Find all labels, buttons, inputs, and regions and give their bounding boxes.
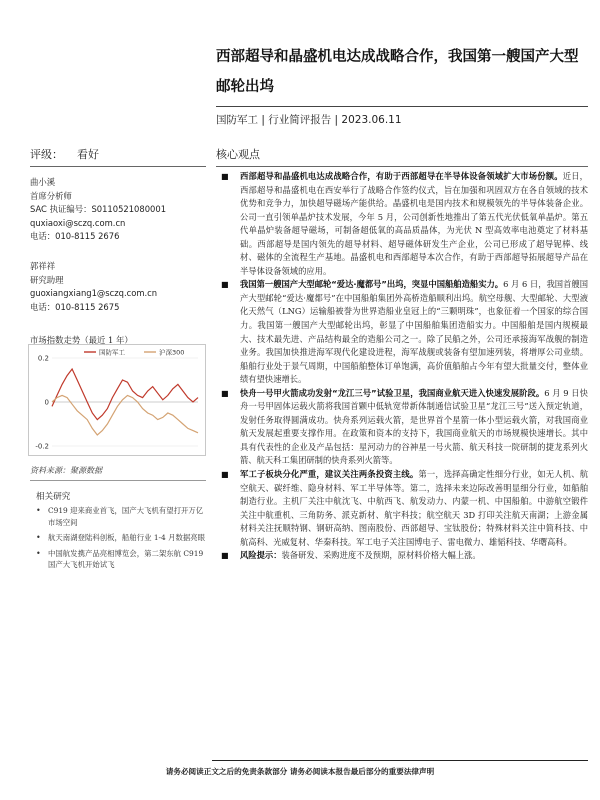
chart-y-tick-label: 0 [44, 398, 49, 407]
point-body: 6 月 9 日快舟一号甲固体运载火箭将我国首颗中低轨宽带新体制通信试验卫星“龙江三号”送入预定轨道，发射任务取得圆满成功。快舟系列运载火箭，是世界首个星箭一体小型运载火箭，对我国商业航天发展起重要支撑作用。在政策和资本的支持下，我国商业航天的市场规模快速增长。其中具有代表性的企业及产品包括：星河动力的谷神星一号火箭、航天科技一院研制的捷龙系列火箭、航天科工集团研制的快舟系列火箭等。 [240, 387, 588, 466]
rating-value: 看好 [77, 148, 99, 161]
point-lead: 风险提示： [240, 550, 282, 561]
core-view-point [216, 549, 588, 563]
related-research-link[interactable]: • 航天南湖登陆科创板，船舶行业 1-4 月数据亮眼 [36, 532, 206, 544]
analyst-role: 首席分析师 [30, 190, 72, 201]
right-divider [216, 166, 588, 167]
title-divider [216, 106, 588, 107]
assistant-card [30, 260, 206, 314]
point-lead: 军工子板块分化严重，建议关注两条投资主线。 [240, 469, 419, 480]
point-lead: 我国第一艘国产大型邮轮“爱达·魔都号”出坞，突显中国船舶造船实力。 [240, 279, 504, 290]
chart-title: 市场指数走势（最近 1 年） [30, 335, 133, 345]
chart-legend-label: 沪深300 [159, 348, 185, 357]
point-body: 装备研发、采购进度不及预期，原材料价格大幅上涨。 [281, 550, 481, 561]
core-view-point [216, 278, 588, 386]
left-divider [30, 166, 206, 167]
chart-source-divider [30, 480, 206, 481]
analyst-name: 曲小溪 [30, 177, 56, 187]
rating [30, 146, 113, 162]
core-view-point [216, 468, 588, 549]
assistant-email: guoxiangxiang1@sczq.com.cn [30, 288, 158, 298]
analyst-card [30, 176, 206, 244]
core-views-title: 核心观点 [216, 148, 260, 161]
rating-label: 评级： [30, 148, 63, 161]
market-index-chart [28, 344, 206, 456]
footer-disclaimer: 请务必阅读正文之后的免责条款部分 请务必阅读本报告最后部分的重要法律声明 [165, 767, 435, 776]
point-body: 第一，选择高确定性细分行业，如无人机、航空航天、碳纤维、隐身材料、军工半导体等。第二，选择未来边际改善明显细分行业，如船舶制造行业。主机厂关注中航沈飞、中航西飞、航发动力、内蒙一机、中国船舶。中游航空锻件关注中航重机、三角防务、派克新材、航宇科技；航空航天 3D 打印关注航天南湖；上游金属材料关注抚顺特钢、钢研高纳、图南股份、西部超导、宝钛股份；特殊材料关注中简科技、中航高科、光威复材、华秦科技。军工电子关注国博电子、雷电微力、雄韬科技、华曙高科。 [240, 469, 588, 547]
point-body: 6 月 6 日，我国首艘国产大型邮轮“爱达·魔都号”在中国船舶集团外高桥造船顺利出坞。航空母舰、大型邮轮、大型液化天然气（LNG）运输船被誉为世界造船业皇冠上的“三颗明珠”，也象征着一个国家的综合国力。我国第一艘国产大型邮轮出坞，彰显了中国船舶集团造船实力。中国船舶是国内规模最大、技术最先进、产品结构最全的造船公司之一。除了民船之外，公司还承接海军战舰的制造业务。我国加快推进海军现代化建设进程，海军战舰或装备有望加速列装，将增厚公司业绩。船舶行业处于景气周期，中国船舶整体订单饱满，高价值船舶占今年有望大批量交付，整体业绩有望快速增长。 [240, 279, 588, 385]
footer-divider [212, 760, 588, 761]
assistant-name: 郭祥祥 [30, 261, 56, 271]
point-body: 近日，西部超导和晶盛机电在西安举行了战略合作签约仪式，旨在加强和巩固双方在各自领域的技术优势和竞争力，加快超导磁场产能供给。晶盛机电是国内技术和规模领先的半导体装备企业。公司一直引领单晶炉技术发展，今年 5 月，公司创新性地推出了第五代光伏低氧单晶炉。第五代单晶炉装备超导磁场，可制备超低氧的高品质晶体，为光伏 N 型高效率电池奠定了材料基础。西部超导是国内领先的超导材料、超导磁体研发生产企业，公司已形成了超导铌棒、线材、磁体的全流程生产基地。晶盛机电和西部超导本次合作，有助于西部超导拓展超导产品在半导体设备领域的应用。 [240, 171, 588, 276]
assistant-phone: 电话：010-8115 2675 [30, 301, 120, 312]
point-lead: 快舟一号甲火箭成功发射“龙江三号”试验卫星，我国商业航天进入快速发展阶段。 [240, 387, 545, 398]
analyst-email: quxiaoxi@sczq.com.cn [30, 217, 126, 228]
assistant-role: 研究助理 [30, 274, 64, 285]
chart-legend-label: 国防军工 [99, 348, 125, 357]
chart-source: 资料来源：聚源数据 [30, 466, 102, 475]
core-view-point [216, 387, 588, 468]
related-research-title: 相关研究 [36, 492, 71, 502]
related-research-link[interactable]: • C919 迎来商业首飞，国产大飞机有望打开万亿市场空间 [36, 505, 206, 528]
analyst-phone: 电话：010-8115 2676 [30, 231, 120, 241]
analyst-license: SAC 执证编号：S0110521080001 [30, 204, 167, 214]
report-title: 西部超导和晶盛机电达成战略合作，我国第一艘国产大型邮轮出坞 [216, 49, 579, 95]
core-views-list [216, 170, 588, 563]
chart-y-tick-label: -0.2 [35, 442, 49, 451]
related-research-link[interactable]: • 中国航发携产品亮相博览会，第二架东航 C919 国产大飞机开始试飞 [36, 548, 206, 571]
report-subtitle: 国防军工 | 行业简评报告 | 2023.06.11 [216, 114, 402, 126]
related-research-list [36, 505, 206, 575]
core-view-point [216, 170, 588, 278]
chart-y-tick-label: 0.2 [37, 354, 49, 363]
point-lead: 西部超导和晶盛机电达成战略合作，有助于西部超导在半导体设备领域扩大市场份额。 [240, 171, 563, 181]
